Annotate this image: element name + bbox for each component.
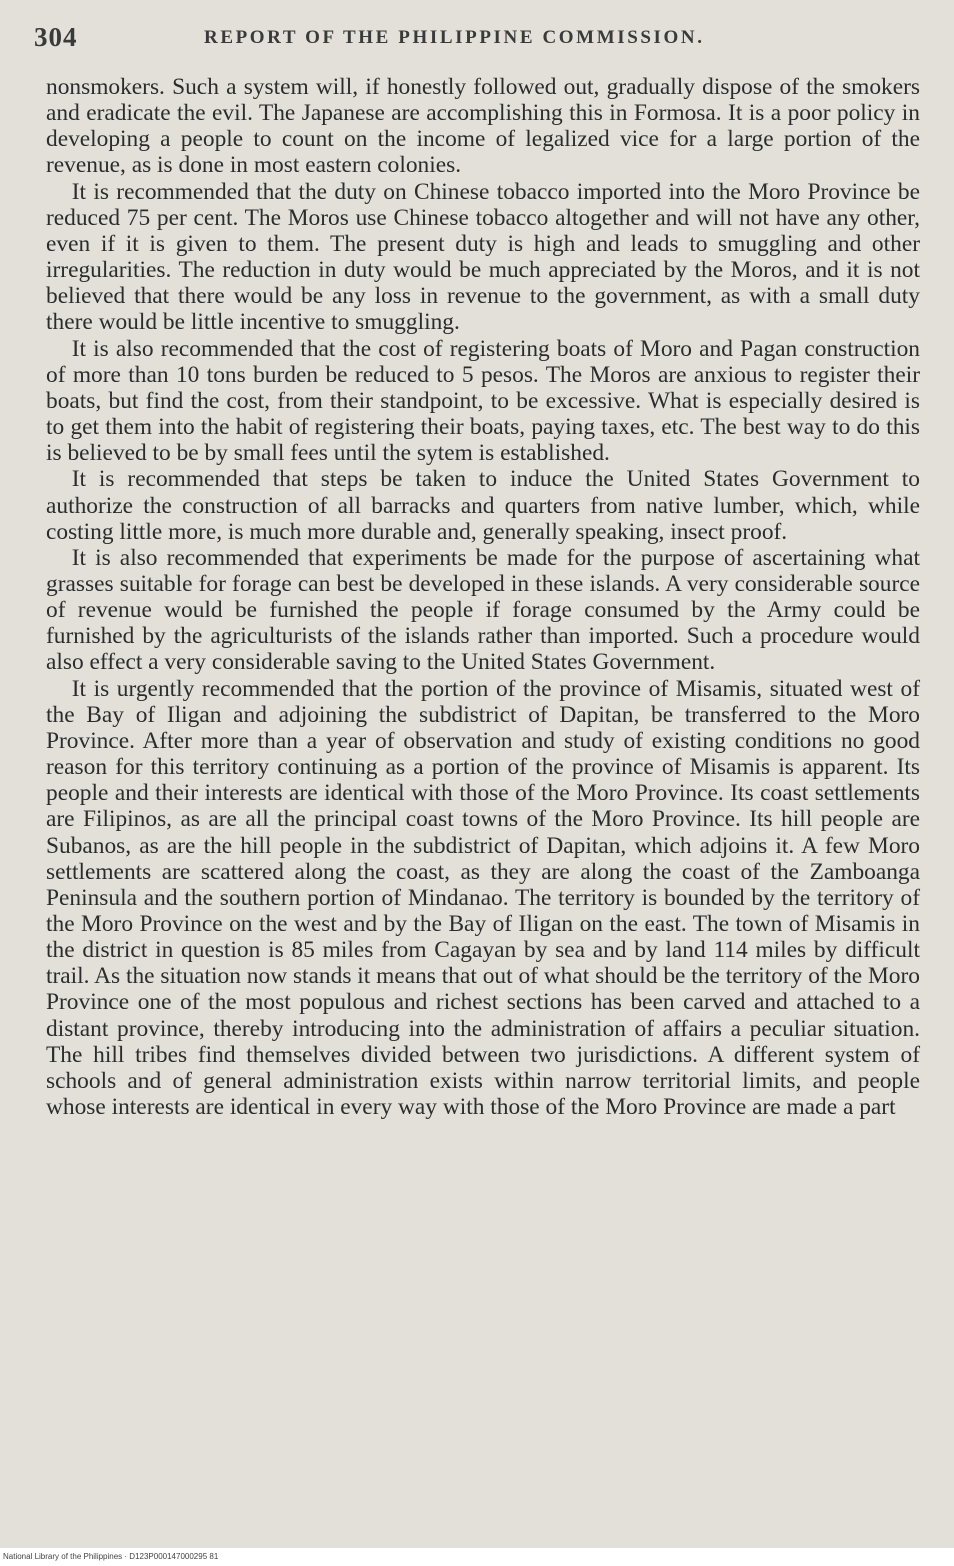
scan-credit: National Library of the Philippines · D123P000147000295 81 xyxy=(3,1552,219,1561)
running-title: REPORT OF THE PHILIPPINE COMMISSION. xyxy=(204,27,705,48)
body-text xyxy=(46,74,920,1120)
paragraph-barracks: It is recommended that steps be taken to induce the United States Government to authorize the construction of all barracks and quarters from native lumber, which, while costing little more, is much more durable and, generally speaking, insect proof. xyxy=(46,466,920,545)
paragraph-forage: It is also recommended that experiments be made for the purpose of ascertaining what grasses suitable for forage can best be developed in these islands. A very considerable source of revenue would be furnished the people if forage consumed by the Army could be furnished by the agriculturists of the islands rather than imported. Such a procedure would also effect a very considerable saving to the United States Government. xyxy=(46,544,920,676)
page-header xyxy=(34,22,920,56)
page-number: 304 xyxy=(34,22,78,52)
paragraph-boat-registration: It is also recommended that the cost of registering boats of Moro and Pagan construction of more than 10 tons burden be reduced to 5 pesos. The Moros are anxious to register their boats, but find the cost, from their standpoint, to be excessive. What is especially desired is to get them into the habit of registering their boats, paying taxes, etc. The best way to do this is believed to be by small fees until the sytem is established. xyxy=(46,335,920,467)
paragraph-continuation: nonsmokers. Such a system will, if honestly followed out, gradually dispose of the smokers and eradicate the evil. The Japanese are accomplishing this in Formosa. It is a poor policy in developing a people to count on the income of legalized vice for a large portion of the revenue, as is done in most eastern colonies. xyxy=(46,74,920,179)
paragraph-misamis: It is urgently recommended that the portion of the province of Misamis, situated west of the Bay of Iligan and adjoining the subdistrict of Dapitan, be transferred to the Moro Province. After more than a year of observation and study of existing conditions no good reason for this territory continuing as a portion of the province of Misamis is apparent. Its people and their interests are identical with those of the Moro Province. Its coast settlements are Filipinos, as are all the principal coast towns of the Moro Province. Its hill people are Subanos, as are the hill people in the subdistrict of Dapitan, which adjoins it. A few Moro settlements are scattered along the coast, as they are along the coast of the Zamboanga Peninsula and the southern portion of Mindanao. The territory is bounded by the territory of the Moro Province on the west and by the Bay of Iligan on the east. The town of Misamis in the district in question is 85 miles from Cagayan by sea and by land 114 miles by difficult trail. As the situation now stands it means that out of what should be the territory of the Moro Province one of the most populous and richest sections has been carved and attached to a distant province, thereby introducing into the administration of affairs a peculiar situation. The hill tribes find themselves divided between two jurisdictions. A different system of schools and of general administration exists within narrow territorial limits, and people whose interests are identical in every way with those of the Moro Province are made a part xyxy=(46,675,920,1121)
paragraph-chinese-tobacco: It is recommended that the duty on Chinese tobacco imported into the Moro Province be reduced 75 per cent. The Moros use Chinese tobacco altogether and will not have any other, even if it is given to them. The present duty is high and leads to smuggling and other irregularities. The reduction in duty would be much appreciated by the Moros, and it is not believed that there would be any loss in revenue to the government, as with a small duty there would be little incentive to smuggling. xyxy=(46,178,920,336)
